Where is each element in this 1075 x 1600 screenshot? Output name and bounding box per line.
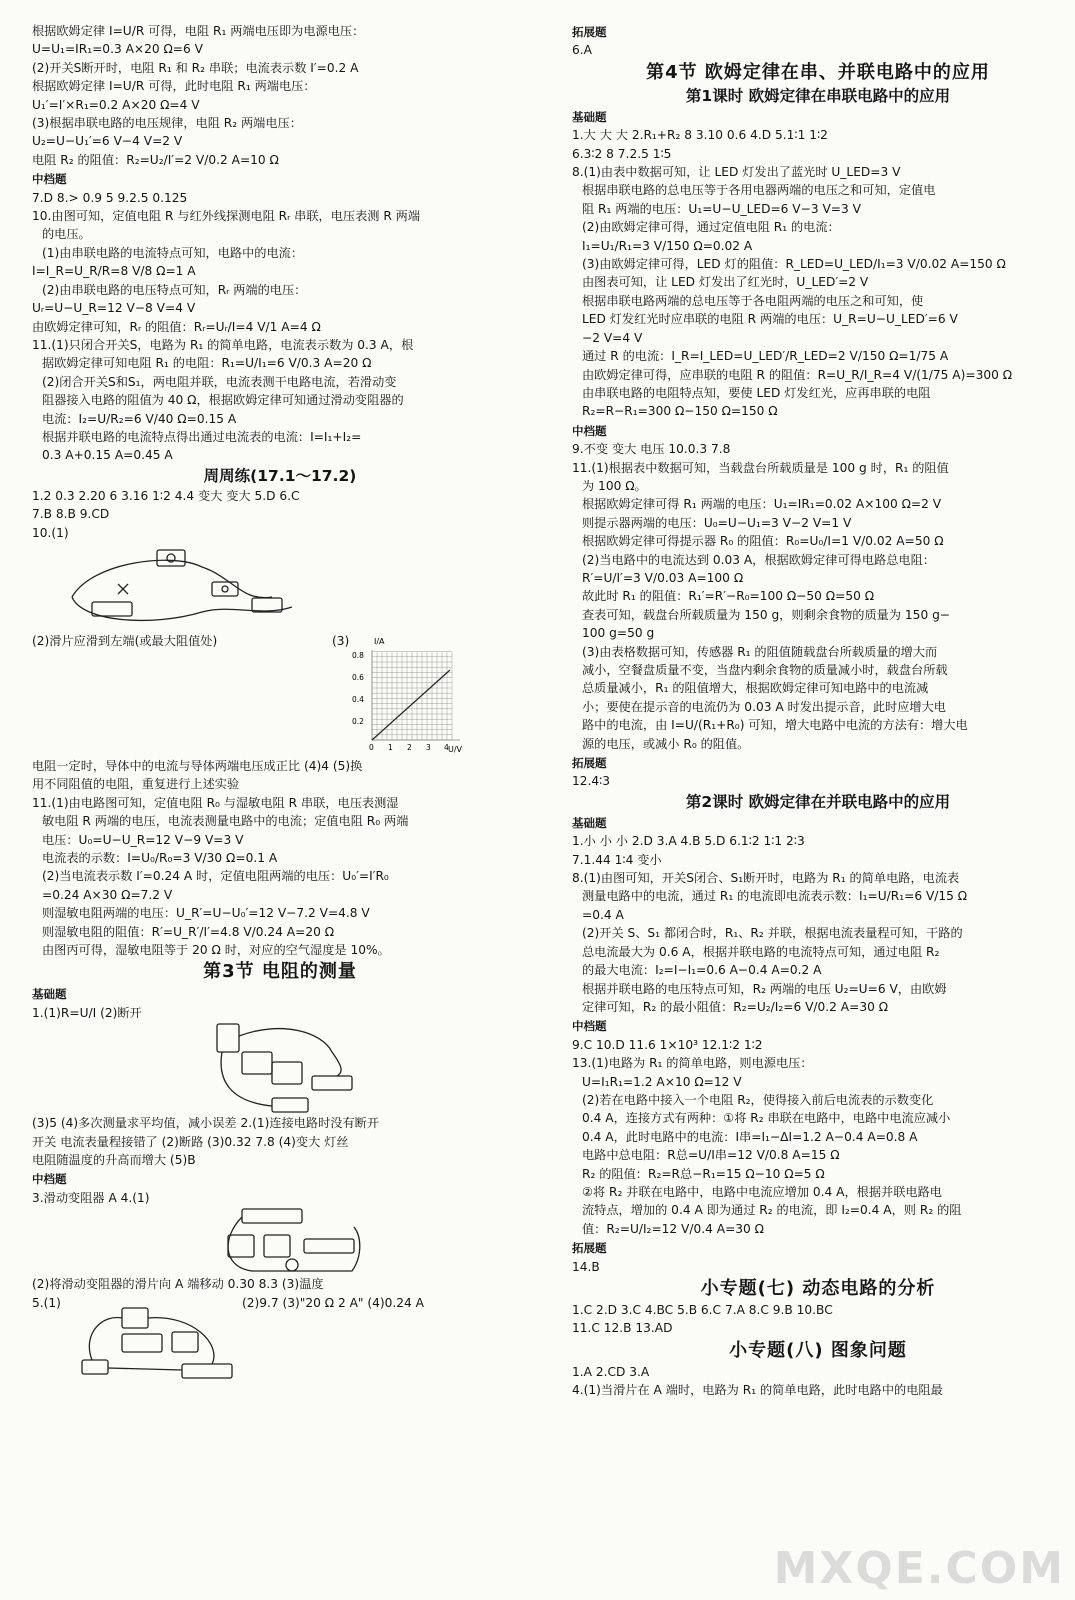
text-line: U₂=U−U₁′=6 V−4 V=2 V: [32, 134, 183, 149]
x-tick: 4: [444, 742, 449, 752]
text-line: 11.(1)由电路图可知，定值电阻 R₀ 与湿敏电阻 R 串联，电压表测湿: [32, 795, 399, 810]
group-g: [32, 1114, 528, 1169]
text-line: I=I_R=U_R/R=8 V/8 Ω=1 A: [32, 264, 196, 279]
text-line: R₂ 的阻值：R₂=R总−R₁=15 Ω−10 Ω=5 Ω: [582, 1166, 825, 1181]
circuit-figure: [32, 542, 528, 632]
text-line: 0.4 A，此时电路中的电流：I串=I₁−ΔI=1.2 A−0.4 A=0.8 A: [582, 1129, 918, 1144]
text-line: −2 V=4 V: [582, 330, 643, 345]
text-line: 根据并联电路的电压特点可知，R₂ 两端的电压 U₂=U=6 V，由欧姆: [582, 981, 947, 996]
answer-with-graph: [32, 632, 528, 757]
text-line: (2)滑片应滑到左端(或最大阻值处): [32, 633, 218, 648]
y-tick: 0.2: [352, 716, 364, 726]
text-line: R₂=R−R₁=300 Ω−150 Ω=150 Ω: [582, 404, 778, 419]
text-line: (2)开关S断开时，电阻 R₁ 和 R₂ 串联；电流表示数 I′=0.2 A: [32, 60, 359, 75]
text-line: 8.(1)由图可知，开关S闭合、S₁断开时，电路为 R₁ 的简单电路，电流表: [572, 871, 960, 886]
y-tick: 0.4: [352, 694, 364, 704]
circuit-diagram-icon: [62, 1304, 242, 1384]
text-line: 12.4∶3: [572, 774, 611, 789]
x-tick: 2: [407, 742, 412, 752]
lesson-heading: 第2课时 欧姆定律在并联电路中的应用: [685, 792, 951, 811]
text-line: 则湿敏电阻的阻值：R′=U_R′/I′=4.8 V/0.24 A=20 Ω: [42, 924, 335, 939]
text-line: (3)由欧姆定律可得，LED 灯的阻值：R_LED=U_LED/I₁=3 V/0.02 A=150 Ω: [582, 257, 1006, 272]
text-line: 由图丙可得，湿敏电阻等于 20 Ω 时，对应的空气湿度是 10%。: [42, 943, 390, 958]
text-line: 测量电路中的电流，通过 R₁ 的电流即电流表示数：I₁=U/R₁=6 V/15 Ω: [582, 889, 968, 904]
text-line: 值：R₂=U/I₂=12 V/0.4 A=30 Ω: [582, 1221, 764, 1236]
text-line: 则提示器两端的电压：U₀=U−U₁=3 V−2 V=1 V: [582, 515, 852, 530]
text-line: 1.A 2.CD 3.A: [572, 1364, 650, 1379]
left-column: [32, 22, 528, 1384]
category-label: 基础题: [32, 987, 67, 1002]
text-line: 电压：U₀=U−U_R=12 V−9 V=3 V: [42, 832, 244, 847]
text-line: 由图表可知，让 LED 灯发出了红光时，U_LED′=2 V: [582, 275, 869, 290]
text-line: 5.(1): [32, 1295, 61, 1310]
category-label: 中档题: [572, 423, 607, 438]
text-line: 0.4 A，连接方式有两种：①将 R₂ 串联在电路中，电路中电流应减小: [582, 1111, 951, 1126]
text-line: 据欧姆定律可知电阻 R₁ 的电阻：R₁=U/I₁=6 V/0.3 A=20 Ω: [42, 356, 372, 371]
text-line: (3): [332, 633, 350, 648]
text-line: 根据欧姆定律 I=U/R 可得，电阻 R₁ 两端电压即为电源电压：: [32, 24, 365, 38]
circuit-diagram-icon: [32, 1022, 362, 1114]
text-line: 11.C 12.B 13.AD: [572, 1321, 673, 1336]
right-column: [572, 22, 1064, 1400]
answer-with-circuit: [32, 1294, 528, 1384]
group-r9: [572, 1363, 1064, 1400]
text-line: 用不同阻值的电阻，重复进行上述实验: [32, 777, 240, 792]
group-a: [32, 22, 528, 169]
text-line: 电流：I₂=U/R₂=6 V/40 Ω=0.15 A: [42, 411, 237, 426]
text-line: 定律可知，R₂ 的最小阻值：R₂=U₂/I₂=6 V/0.2 A=30 Ω: [582, 999, 889, 1014]
text-line: (2)开关 S、S₁ 都闭合时，R₁、R₂ 并联，根据电流表量程可知，干路的: [582, 926, 963, 941]
category-label: 基础题: [572, 815, 607, 830]
text-line: 阻 R₁ 两端的电压：U₁=U−U_LED=6 V−3 V=3 V: [582, 201, 861, 216]
text-line: 11.(1)根据表中数据可知，当载盘台所载质量是 100 g 时，R₁ 的阻值: [572, 460, 949, 475]
text-line: 的最大电流：I₂=I−I₁=0.6 A−0.4 A=0.2 A: [582, 963, 822, 978]
circuit-figure: [32, 1207, 528, 1275]
text-line: (2)闭合开关S和S₁，两电阻并联，电流表测干电路电流，若滑动变: [42, 374, 397, 389]
text-line: 根据串联电路两端的总电压等于各电阻两端的电压之和可知，使: [582, 293, 924, 308]
text-line: 6.3∶2 8 7.2.5 1∶5: [572, 146, 672, 161]
text-line: 7.1.44 1∶4 变小: [572, 852, 662, 867]
text-line: 通过 R 的电流：I_R=I_LED=U_LED′/R_LED=2 V/150 Ω=1/75 A: [582, 349, 949, 364]
text-line: 1.(1)R=U/I (2)断开: [32, 1005, 142, 1020]
y-axis-label: I/A: [374, 636, 385, 646]
section-heading: 第3节 电阻的测量: [203, 961, 357, 983]
text-line: U=I₁R₁=1.2 A×10 Ω=12 V: [582, 1074, 742, 1089]
text-line: 电阻随温度的升高而增大 (5)B: [32, 1153, 196, 1168]
group-e: [32, 757, 528, 959]
text-line: 1.小 小 小 2.D 3.A 4.B 5.D 6.1∶2 1∶1 2∶3: [572, 834, 805, 849]
x-tick: 3: [426, 742, 431, 752]
text-line: 11.(1)只闭合开关S，电路为 R₁ 的简单电路，电流表示数为 0.3 A，根: [32, 337, 414, 352]
text-line: 敏电阻 R 两端的电压，电流表测量电路中的电流；定值电阻 R₀ 两端: [42, 814, 409, 829]
text-line: 电阻一定时，导体中的电流与导体两端电压成正比 (4)4 (5)换: [32, 758, 363, 773]
text-line: 100 g=50 g: [582, 626, 655, 641]
text-line: (2)若在电路中接入一个电阻 R₂，使得接入前后电流表的示数变化: [582, 1092, 934, 1107]
text-line: 流特点，增加的 0.4 A 即为通过 R₂ 的电流，即 I₂=0.4 A，则 R₂ 的阻: [582, 1203, 962, 1218]
text-line: U₁′=I′×R₁=0.2 A×20 Ω=4 V: [32, 97, 200, 112]
section-heading: 小专题(八) 图象问题: [729, 1339, 907, 1361]
text-line: 1.大 大 大 2.R₁+R₂ 8 3.10 0.6 4.D 5.1∶1 1∶2: [572, 128, 828, 143]
text-line: (2)由欧姆定律可得，通过定值电阻 R₁ 的电流：: [582, 220, 840, 235]
text-line: 减小，空餐盘质量不变，当盘内剩余食物的质量减小时，载盘台所载: [582, 663, 948, 677]
group-r5: [572, 832, 1064, 1016]
text-line: 0.3 A+0.15 A=0.45 A: [42, 448, 173, 463]
category-label: 中档题: [572, 1019, 607, 1034]
text-line: 电阻 R₂ 的阻值：R₂=U₂/I′=2 V/0.2 A=10 Ω: [32, 152, 279, 167]
text-line: (2)当电流表示数 I′=0.24 A 时，定值电阻两端的电压：U₀′=I′R₀: [42, 869, 389, 884]
text-line: 14.B: [572, 1259, 600, 1274]
text-line: 1.C 2.D 3.C 4.BC 5.B 6.C 7.A 8.C 9.B 10.BC: [572, 1303, 833, 1317]
text-line: R′=U/I′=3 V/0.03 A=100 Ω: [582, 570, 744, 585]
y-tick: 0.6: [352, 672, 364, 682]
section-heading: 小专题(七) 动态电路的分析: [700, 1278, 936, 1299]
y-tick: 0.8: [352, 650, 364, 660]
x-tick: 0: [369, 742, 374, 752]
text-line: 7.D 8.> 0.9 5 9.2.5 0.125: [32, 190, 188, 205]
lesson-heading: 第1课时 欧姆定律在串联电路中的应用: [685, 86, 951, 105]
x-axis-label: U/V: [448, 744, 463, 754]
text-line: 6.A: [572, 43, 592, 58]
circuit-diagram-icon: [32, 1207, 372, 1275]
text-line: (3)5 (4)多次测量求平均值，减小误差 2.(1)连接电路时没有断开: [32, 1116, 380, 1131]
text-line: I₁=U₁/R₁=3 V/150 Ω=0.02 A: [582, 238, 753, 253]
category-label: 拓展题: [572, 1241, 607, 1256]
text-line: (3)由表格数据可知，传感器 R₁ 的阻值随载盘台所载质量的增大而: [582, 644, 938, 659]
category-label: 中档题: [32, 172, 67, 187]
text-line: 总质量减小，R₁ 的阻值增大，根据欧姆定律可知电路中的电流减: [582, 681, 929, 696]
text-line: 根据欧姆定律可得提示器 R₀ 的阻值：R₀=U₀/I=1 V/0.02 A=50 Ω: [582, 534, 944, 549]
group-r6: [572, 1036, 1064, 1238]
text-line: 8.(1)由表中数据可知，让 LED 灯发出了蓝光时 U_LED=3 V: [572, 165, 901, 180]
text-line: (2)将滑动变阻器的滑片向 A 端移动 0.30 8.3 (3)温度: [32, 1277, 324, 1292]
text-line: 13.(1)电路为 R₁ 的简单电路，则电源电压：: [572, 1056, 813, 1071]
group-r2: [572, 126, 1064, 421]
text-line: 1.2 0.3 2.20 6 3.16 1∶2 4.4 变大 变大 5.D 6.C: [32, 488, 300, 503]
category-label: 中档题: [32, 1172, 67, 1187]
iu-graph: [350, 632, 470, 757]
text-line: (1)由串联电路的电流特点可知，电路中的电流：: [42, 245, 304, 260]
text-line: =0.24 A×30 Ω=7.2 V: [42, 887, 173, 902]
text-line: Uᵣ=U−U_R=12 V−8 V=4 V: [32, 301, 196, 316]
text-line: 10.(1): [32, 525, 69, 540]
text-line: ②将 R₂ 并联在电路中，电路中电流应增加 0.4 A，根据并联电路电: [582, 1184, 942, 1199]
text-line: 查表可知，载盘台所载质量为 150 g，则剩余食物的质量为 150 g−: [582, 607, 951, 622]
circuit-diagram-icon: [32, 542, 332, 632]
text-line: 电路中总电阻：R总=U/I串=12 V/0.8 A=15 Ω: [582, 1148, 840, 1163]
text-line: U=U₁=IR₁=0.3 A×20 Ω=6 V: [32, 42, 203, 57]
text-line: 10.由图可知，定值电阻 R 与红外线探测电阻 Rᵣ 串联，电压表测 R 两端: [32, 209, 421, 224]
text-line: (2)9.7 (3)"20 Ω 2 A" (4)0.24 A: [242, 1295, 425, 1310]
text-line: 由欧姆定律可知，Rᵣ 的阻值：Rᵣ=Uᵣ/I=4 V/1 A=4 Ω: [32, 319, 321, 334]
text-line: 阻器接入电路的阻值为 40 Ω，根据欧姆定律可知通过滑动变阻器的: [42, 393, 404, 408]
text-line: 9.C 10.D 11.6 1×10³ 12.1∶2 1∶2: [572, 1037, 763, 1052]
text-line: 7.B 8.B 9.CD: [32, 507, 110, 522]
text-line: 总电流最大为 0.6 A，根据并联电路的电流特点可知，通过电阻 R₂: [582, 944, 940, 959]
text-line: =0.4 A: [582, 907, 624, 922]
section-heading: 周周练(17.1～17.2): [203, 466, 357, 485]
text-line: 电流表的示数：I=U₀/R₀=3 V/30 Ω=0.1 A: [42, 851, 278, 865]
text-line: 根据欧姆定律 I=U/R 可得，此时电阻 R₁ 两端电压：: [32, 79, 316, 94]
text-line: 则湿敏电阻两端的电压：U_R′=U−U₀′=12 V−7.2 V=4.8 V: [42, 906, 370, 921]
text-line: 根据欧姆定律可得 R₁ 两端的电压：U₁=IR₁=0.02 A×100 Ω=2 V: [582, 497, 942, 512]
text-line: 9.不变 变大 电压 10.0.3 7.8: [572, 442, 731, 457]
text-line: 4.(1)当滑片在 A 端时，电路为 R₁ 的简单电路，此时电路中的电阻最: [572, 1383, 943, 1398]
text-line: 故此时 R₁ 的阻值：R₁′=R′−R₀=100 Ω−50 Ω=50 Ω: [582, 589, 875, 604]
group-c: [32, 487, 528, 542]
category-label: 基础题: [572, 109, 607, 124]
watermark: MXQE.COM: [773, 1543, 1065, 1594]
category-label: 拓展题: [572, 25, 607, 39]
text-line: 根据并联电路的电流特点得出通过电流表的电流：I=I₁+I₂=: [42, 429, 362, 444]
text-line: 由串联电路的电阻特点知，要使 LED 灯发红光，应再串联的电阻: [582, 385, 931, 400]
text-line: (3)根据串联电路的电压规律，电阻 R₂ 两端电压：: [32, 116, 302, 131]
text-line: 为 100 Ω。: [582, 478, 647, 493]
text-line: (2)由串联电路的电压特点可知，Rᵣ 两端的电压：: [42, 282, 307, 297]
group-b: [32, 189, 528, 465]
section-heading: 第4节 欧姆定律在串、并联电路中的应用: [646, 61, 990, 83]
circuit-figure: [32, 1022, 528, 1114]
category-label: 拓展题: [572, 756, 607, 771]
text-line: 由欧姆定律可得，应串联的电阻 R 的阻值：R=U_R/I_R=4 V/(1/75 A)=300 Ω: [582, 367, 1013, 382]
text-line: 3.滑动变阻器 A 4.(1): [32, 1190, 150, 1205]
text-line: 开关 电流表量程接错了 (2)断路 (3)0.32 7.8 (4)变大 灯丝: [32, 1134, 349, 1149]
text-line: LED 灯发红光时应串联的电阻 R 两端的电压：U_R=U−U_LED′=6 V: [582, 312, 958, 327]
x-tick: 1: [388, 742, 393, 752]
text-line: (2)当电路中的电流达到 0.03 A，根据欧姆定律可得电路总电阻：: [582, 552, 935, 567]
text-line: 源的电压，或减小 R₀ 的阻值。: [582, 736, 750, 751]
text-line: 根据串联电路的总电压等于各用电器两端的电压之和可知，定值电: [582, 183, 936, 198]
text-line: 小；要使在提示音的电流仍为 0.03 A 时发出提示音，此时应增大电: [582, 699, 946, 714]
group-r8: [572, 1301, 1064, 1338]
group-r3: [572, 440, 1064, 753]
text-line: 的电压。: [42, 227, 91, 242]
text-line: 路中的电流，由 I=U/(R₁+R₀) 可知，增大电路中电流的方法有：增大电: [582, 718, 968, 733]
